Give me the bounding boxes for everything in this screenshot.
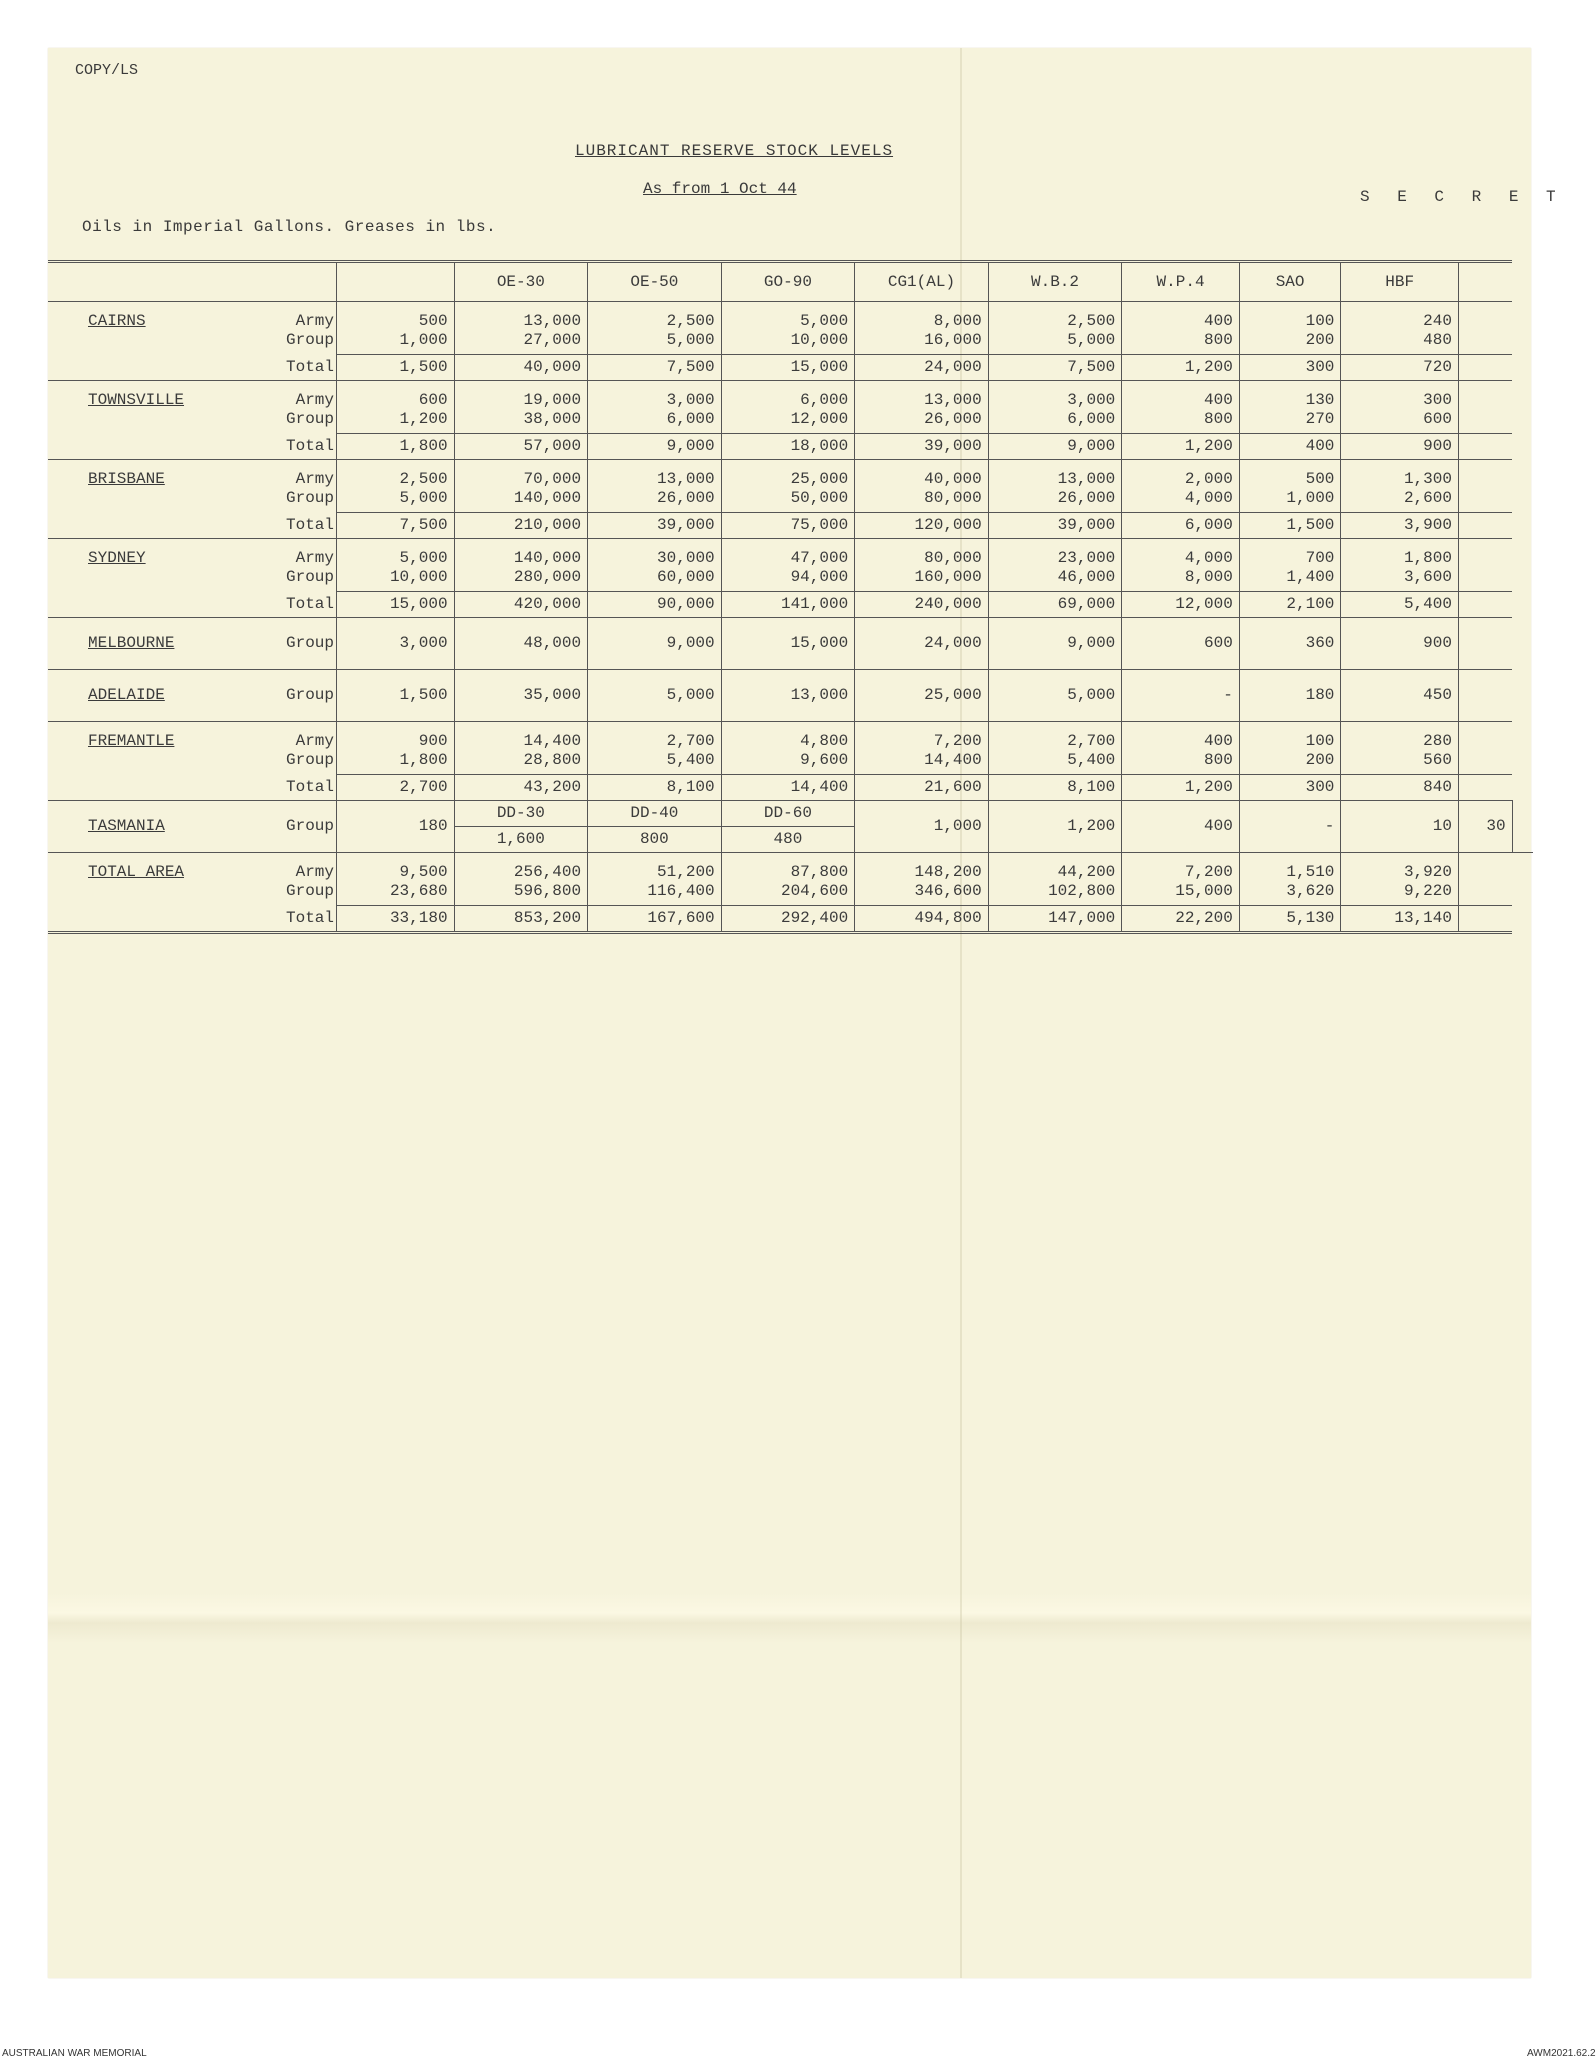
table-cell: 13,000 26,000: [988, 460, 1122, 513]
table-cell-filler: [1458, 355, 1512, 381]
table-cell-total: 9,000: [588, 434, 722, 460]
table-cell-total: 292,400: [721, 906, 855, 933]
table-cell-filler: [1458, 460, 1512, 513]
table-row: [48, 302, 1533, 355]
table-cell: 4,000 8,000: [1122, 539, 1240, 592]
table-cell-total: 40,000: [454, 355, 588, 381]
location-name: FREMANTLE: [88, 732, 175, 750]
table-cell: 40,000 80,000: [855, 460, 989, 513]
table-cell-filler: [1458, 592, 1512, 618]
table-cell: 400: [1122, 801, 1240, 853]
table-cell: 9,000: [988, 618, 1122, 670]
header-cell: SAO: [1239, 262, 1341, 302]
table-cell: -: [1122, 670, 1240, 722]
table-cell-total: 420,000: [454, 592, 588, 618]
table-cell-filler: [1458, 853, 1512, 906]
table-cell: 1,300 2,600: [1341, 460, 1459, 513]
table-cell: 4,800 9,600: [721, 722, 855, 775]
category-label: Group: [260, 618, 337, 670]
table-cell: 15,000: [721, 618, 855, 670]
location-blank: [48, 592, 260, 618]
table-cell: 400 800: [1122, 381, 1240, 434]
total-label: Total: [260, 434, 337, 460]
table-cell-filler: [1458, 775, 1512, 801]
table-cell-filler: [1458, 722, 1512, 775]
category-label: Group: [260, 670, 337, 722]
table-cell-total: 75,000: [721, 513, 855, 539]
table-cell-total: 69,000: [988, 592, 1122, 618]
table-cell: 450: [1341, 670, 1459, 722]
archive-credit: AUSTRALIAN WAR MEMORIAL: [2, 2048, 147, 2059]
copy-reference: COPY/LS: [75, 62, 139, 79]
table-cell-total: 300: [1239, 775, 1341, 801]
table-cell-total: 7,500: [988, 355, 1122, 381]
table-cell-filler: [1458, 434, 1512, 460]
table-cell-total: 39,000: [855, 434, 989, 460]
table-cell-total: 1,800: [337, 434, 455, 460]
table-cell: 25,000: [855, 670, 989, 722]
table-cell-total: 22,200: [1122, 906, 1240, 933]
table-cell-total: 147,000: [988, 906, 1122, 933]
table-header-row: [48, 262, 1533, 302]
table-row: [48, 853, 1533, 906]
table-row: [48, 381, 1533, 434]
dd-header-cell: DD-40: [587, 801, 721, 826]
table-cell: 10: [1341, 801, 1459, 853]
stock-table: [48, 260, 1533, 934]
table-cell: 148,200 346,600: [855, 853, 989, 906]
table-cell: 900: [1341, 618, 1459, 670]
table-row: [48, 670, 1533, 722]
location-blank: [48, 513, 260, 539]
table-cell: 8,000 16,000: [855, 302, 989, 355]
location-name: TASMANIA: [48, 801, 260, 853]
table-cell: 5,000: [588, 670, 722, 722]
header-cell: OE-30: [454, 262, 588, 302]
table-cell-total: 720: [1341, 355, 1459, 381]
table-cell: 600: [1122, 618, 1240, 670]
location-blank: [48, 775, 260, 801]
location-name: BRISBANE: [88, 470, 165, 488]
header-cell-blank: [48, 262, 337, 302]
table-cell: 1,510 3,620: [1239, 853, 1341, 906]
table-cell: 47,000 94,000: [721, 539, 855, 592]
table-cell-total: 1,200: [1122, 775, 1240, 801]
table-cell: 2,700 5,400: [988, 722, 1122, 775]
table-cell: 3,000: [337, 618, 455, 670]
table-cell-total: 9,000: [988, 434, 1122, 460]
table-cell: 9,500 23,680: [337, 853, 455, 906]
table-cell-total: 43,200: [454, 775, 588, 801]
table-cell: 2,500 5,000: [988, 302, 1122, 355]
dd-value-row: [455, 827, 855, 852]
table-cell: 51,200 116,400: [588, 853, 722, 906]
table-cell: 5,000: [988, 670, 1122, 722]
table-cell: 100 200: [1239, 722, 1341, 775]
table-cell: 2,700 5,400: [588, 722, 722, 775]
table-cell: 1,200: [988, 801, 1122, 853]
dd-header-cell: DD-30: [496, 804, 545, 822]
table-cell: 300 600: [1341, 381, 1459, 434]
table-cell: 5,000 10,000: [337, 539, 455, 592]
table-row-total: [48, 775, 1533, 801]
table-cell: 35,000: [454, 670, 588, 722]
table-cell-total: 900: [1341, 434, 1459, 460]
table-cell-total: 8,100: [588, 775, 722, 801]
table-cell: 30: [1458, 801, 1512, 853]
table-cell: 80,000 160,000: [855, 539, 989, 592]
location-blank: [48, 906, 260, 933]
table-cell-total: 210,000: [454, 513, 588, 539]
table-cell: 25,000 50,000: [721, 460, 855, 513]
dd-value-cell: 800: [587, 827, 721, 852]
table-cell-total: 2,100: [1239, 592, 1341, 618]
table-cell: 7,200 15,000: [1122, 853, 1240, 906]
table-cell-total: 13,140: [1341, 906, 1459, 933]
location-name: TOTAL AREA: [88, 863, 185, 881]
table-cell-filler: [1458, 906, 1512, 933]
table-cell-total: 120,000: [855, 513, 989, 539]
table-cell-total: 1,500: [337, 355, 455, 381]
location-name: TOWNSVILLE: [88, 391, 185, 409]
table-cell-total: 33,180: [337, 906, 455, 933]
table-cell: 13,000 26,000: [855, 381, 989, 434]
table-cell-total: 167,600: [588, 906, 722, 933]
archive-reference: AWM2021.62.2: [1527, 2048, 1596, 2059]
table-cell-filler: [1512, 801, 1533, 853]
header-cell: HBF: [1341, 262, 1459, 302]
table-cell: 1,800 3,600: [1341, 539, 1459, 592]
dd-value-cell: 1,600: [496, 830, 545, 848]
table-cell-total: 494,800: [855, 906, 989, 933]
document-title: LUBRICANT RESERVE STOCK LEVELS: [575, 142, 894, 160]
category-label: Army Group: [285, 312, 334, 349]
table-cell: 100 200: [1239, 302, 1341, 355]
header-cell: W.P.4: [1122, 262, 1240, 302]
total-label: Total: [260, 906, 337, 933]
table-cell-total: 18,000: [721, 434, 855, 460]
table-cell: 23,000 46,000: [988, 539, 1122, 592]
table-cell-total: 840: [1341, 775, 1459, 801]
table-row-tasmania: [48, 801, 1533, 853]
table-cell-total: 12,000: [1122, 592, 1240, 618]
table-cell: 9,000: [588, 618, 722, 670]
dd-header-cell: DD-60: [721, 801, 855, 826]
location-name: MELBOURNE: [48, 618, 260, 670]
table-cell: 700 1,400: [1239, 539, 1341, 592]
table-cell: 1,500: [337, 670, 455, 722]
table-cell-total: 15,000: [721, 355, 855, 381]
document-subtitle: As from 1 Oct 44: [643, 180, 797, 198]
location-name: ADELAIDE: [48, 670, 260, 722]
table-row-total: [48, 434, 1533, 460]
table-row-total: [48, 592, 1533, 618]
table-cell-total: 39,000: [988, 513, 1122, 539]
table-row: [48, 618, 1533, 670]
table-cell: 180: [1239, 670, 1341, 722]
table-cell: 48,000: [454, 618, 588, 670]
table-cell: 400 800: [1122, 302, 1240, 355]
table-cell-total: 1,500: [1239, 513, 1341, 539]
table-cell: 3,000 6,000: [588, 381, 722, 434]
category-label: Army Group: [285, 863, 334, 900]
table-cell-total: 240,000: [855, 592, 989, 618]
table-cell: 6,000 12,000: [721, 381, 855, 434]
paper-fold: [48, 1593, 1531, 1643]
table-cell-total: 39,000: [588, 513, 722, 539]
header-cell-filler: [1458, 262, 1512, 302]
table-row-total: [48, 906, 1533, 933]
category-label: Army Group: [285, 391, 334, 428]
header-cell: CG1(AL): [855, 262, 989, 302]
table-row-total: [48, 513, 1533, 539]
table-cell: 87,800 204,600: [721, 853, 855, 906]
total-label: Total: [260, 513, 337, 539]
units-note: Oils in Imperial Gallons. Greases in lbs.: [82, 218, 497, 236]
table-row: [48, 539, 1533, 592]
table-cell: 2,500 5,000: [337, 460, 455, 513]
table-cell: 130 270: [1239, 381, 1341, 434]
table-cell: 70,000 140,000: [454, 460, 588, 513]
dd-header-row: [455, 801, 855, 827]
header-cell: W.B.2: [988, 262, 1122, 302]
dd-subtable-cell: [454, 801, 855, 853]
table-cell-total: 24,000: [855, 355, 989, 381]
table-cell-filler: [1458, 302, 1512, 355]
header-cell: OE-50: [588, 262, 722, 302]
category-label: Army Group: [285, 549, 334, 586]
table-cell: 140,000 280,000: [454, 539, 588, 592]
header-cell: GO-90: [721, 262, 855, 302]
location-blank: [48, 434, 260, 460]
dd-value-cell: 480: [721, 827, 855, 852]
table-cell: 600 1,200: [337, 381, 455, 434]
table-cell: 240 480: [1341, 302, 1459, 355]
table-cell: 13,000 26,000: [588, 460, 722, 513]
table-row-total: [48, 355, 1533, 381]
table-cell: 13,000: [721, 670, 855, 722]
table-cell: 5,000 10,000: [721, 302, 855, 355]
table-cell-total: 141,000: [721, 592, 855, 618]
table-cell: 280 560: [1341, 722, 1459, 775]
table-cell-filler: [1458, 539, 1512, 592]
table-cell-total: 853,200: [454, 906, 588, 933]
total-label: Total: [260, 775, 337, 801]
table-row: [48, 722, 1533, 775]
table-cell: 500 1,000: [1239, 460, 1341, 513]
header-cell: [337, 262, 455, 302]
table-cell-total: 3,900: [1341, 513, 1459, 539]
table-cell-total: 21,600: [855, 775, 989, 801]
table-cell-total: 400: [1239, 434, 1341, 460]
location-blank: [48, 355, 260, 381]
table-cell: 180: [337, 801, 455, 853]
table-cell-total: 90,000: [588, 592, 722, 618]
total-label: Total: [260, 592, 337, 618]
table-cell: 44,200 102,800: [988, 853, 1122, 906]
table-cell: 3,920 9,220: [1341, 853, 1459, 906]
table-cell: 360: [1239, 618, 1341, 670]
table-cell-filler: [1458, 381, 1512, 434]
table-cell: 30,000 60,000: [588, 539, 722, 592]
location-name: CAIRNS: [88, 312, 146, 330]
table-cell-total: 15,000: [337, 592, 455, 618]
category-label: Group: [260, 801, 337, 853]
table-cell: 14,400 28,800: [454, 722, 588, 775]
table-cell-total: 57,000: [454, 434, 588, 460]
table-row: [48, 460, 1533, 513]
table-cell: 13,000 27,000: [454, 302, 588, 355]
table-cell: 1,000: [855, 801, 989, 853]
table-cell-total: 1,200: [1122, 434, 1240, 460]
table-cell: -: [1239, 801, 1341, 853]
table-cell: 2,000 4,000: [1122, 460, 1240, 513]
table-cell-total: 7,500: [588, 355, 722, 381]
table-cell: 900 1,800: [337, 722, 455, 775]
table-cell-total: 7,500: [337, 513, 455, 539]
category-label: Army Group: [285, 732, 334, 769]
table-cell-total: 14,400: [721, 775, 855, 801]
table-cell: 24,000: [855, 618, 989, 670]
table-cell-total: 6,000: [1122, 513, 1240, 539]
table-cell: 400 800: [1122, 722, 1240, 775]
table-cell-filler: [1458, 513, 1512, 539]
table-cell: 256,400 596,800: [454, 853, 588, 906]
table-cell-total: 5,400: [1341, 592, 1459, 618]
dd-subtable: [455, 801, 855, 852]
table-cell-filler: [1458, 670, 1512, 722]
table-cell-total: 1,200: [1122, 355, 1240, 381]
table-cell: 500 1,000: [337, 302, 455, 355]
table-cell-filler: [1458, 618, 1512, 670]
total-label: Total: [260, 355, 337, 381]
table-cell: 2,500 5,000: [588, 302, 722, 355]
table-cell-total: 300: [1239, 355, 1341, 381]
table-cell: 3,000 6,000: [988, 381, 1122, 434]
table-cell: 7,200 14,400: [855, 722, 989, 775]
category-label: Army Group: [285, 470, 334, 507]
table-cell: 19,000 38,000: [454, 381, 588, 434]
classification-label: S E C R E T: [1360, 188, 1565, 206]
table-cell-total: 5,130: [1239, 906, 1341, 933]
table-cell-total: 8,100: [988, 775, 1122, 801]
table-cell-total: 2,700: [337, 775, 455, 801]
location-name: SYDNEY: [88, 549, 146, 567]
